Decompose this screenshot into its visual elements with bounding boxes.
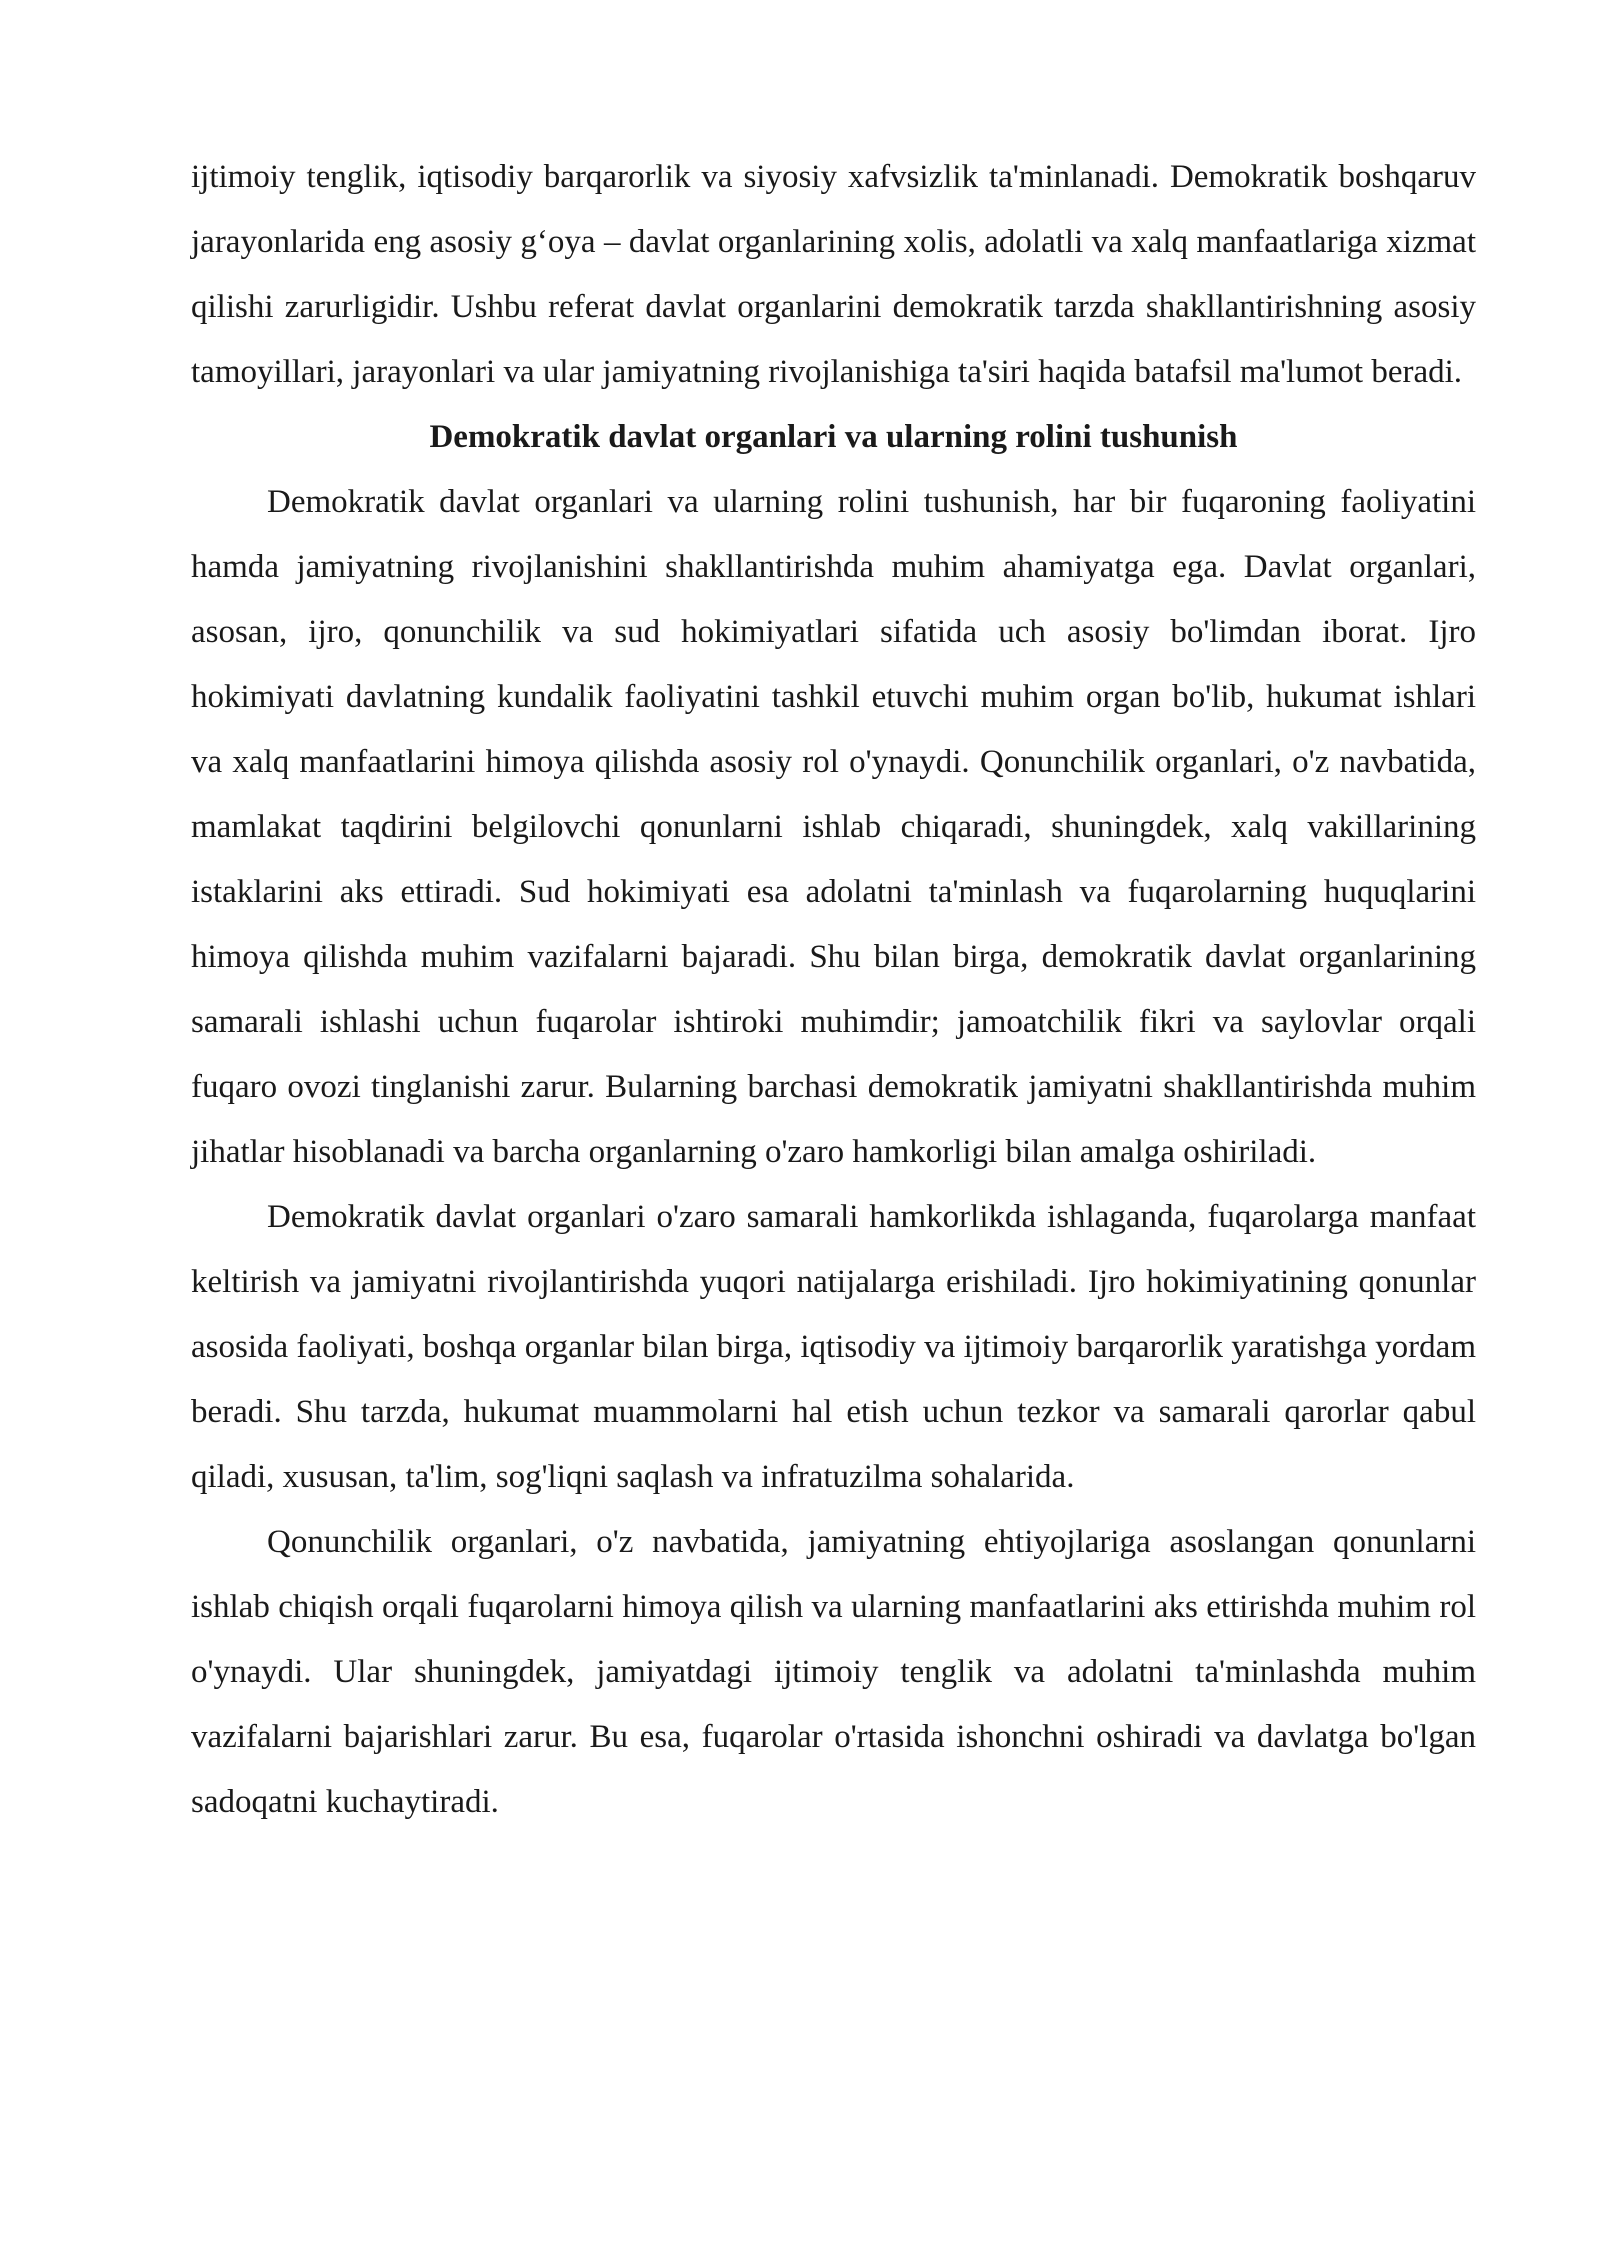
section-heading: Demokratik davlat organlari va ularning rolini tushunish	[429, 419, 1238, 455]
paragraph-1: Demokratik davlat organlari va ularning rolini tushunish, har bir fuqaroning faoliyatini hamda jamiyatning rivojlanishini shakllantirishda muhim ahamiyatga ega. Davlat organlari, asosan, ijro, qonunchilik va sud hokimiyatlari sifatida uch asosiy bo'limdan iborat. Ijro hokimiyati davlatning kundalik faoliyatini tashkil etuvchi muhim organ bo'lib, hukumat ishlari va xalq manfaatlarini himoya qilishda asosiy rol o'ynaydi. Qonunchilik organlari, o'z navbatida, mamlakat taqdirini belgilovchi qonunlarni ishlab chiqaradi, shuningdek, xalq vakillarining istaklarini aks ettiradi. Sud hokimiyati esa adolatni ta'minlash va fuqarolarning huquqlarini himoya qilishda muhim vazifalarni bajaradi. Shu bilan birga, demokratik davlat organlarining samarali ishlashi uchun fuqarolar ishtiroki muhimdir; jamoatchilik fikri va saylovlar orqali fuqaro ovozi tinglanishi zarur. Bularning barchasi demokratik jamiyatni shakllantirishda muhim jihatlar hisoblanadi va barcha organlarning o'zaro hamkorligi bilan amalga oshiriladi.	[191, 484, 1476, 1170]
paragraph-2: Demokratik davlat organlari o'zaro samarali hamkorlikda ishlaganda, fuqarolarga manfaat keltirish va jamiyatni rivojlantirishda yuqori natijalarga erishiladi. Ijro hokimiyatining qonunlar asosida faoliyati, boshqa organlar bilan birga, iqtisodiy va ijtimoiy barqarorlik yaratishga yordam beradi. Shu tarzda, hukumat muammolarni hal etish uchun tezkor va samarali qarorlar qabul qiladi, xususan, ta'lim, sog'liqni saqlash va infratuzilma sohalarida.	[191, 1199, 1476, 1495]
intro-paragraph: ijtimoiy tenglik, iqtisodiy barqarorlik va siyosiy xafvsizlik ta'minlanadi. Demokratik boshqaruv jarayonlarida eng asosiy g‘oya – davlat organlarining xolis, adolatli va xalq manfaatlariga xizmat qilishi zarurligidir. Ushbu referat davlat organlarini demokratik tarzda shakllantirishning asosiy tamoyillari, jarayonlari va ular jamiyatning rivojlanishiga ta'siri haqida batafsil ma'lumot beradi.	[191, 159, 1476, 390]
paragraph-3: Qonunchilik organlari, o'z navbatida, jamiyatning ehtiyojlariga asoslangan qonunlarni ishlab chiqish orqali fuqarolarni himoya qilish va ularning manfaatlarini aks ettirishda muhim rol o'ynaydi. Ular shuningdek, jamiyatdagi ijtimoiy tenglik va adolatni ta'minlashda muhim vazifalarni bajarishlari zarur. Bu esa, fuqarolar o'rtasida ishonchni oshiradi va davlatga bo'lgan sadoqatni kuchaytiradi.	[191, 1524, 1476, 1820]
document-body	[191, 145, 1476, 1835]
